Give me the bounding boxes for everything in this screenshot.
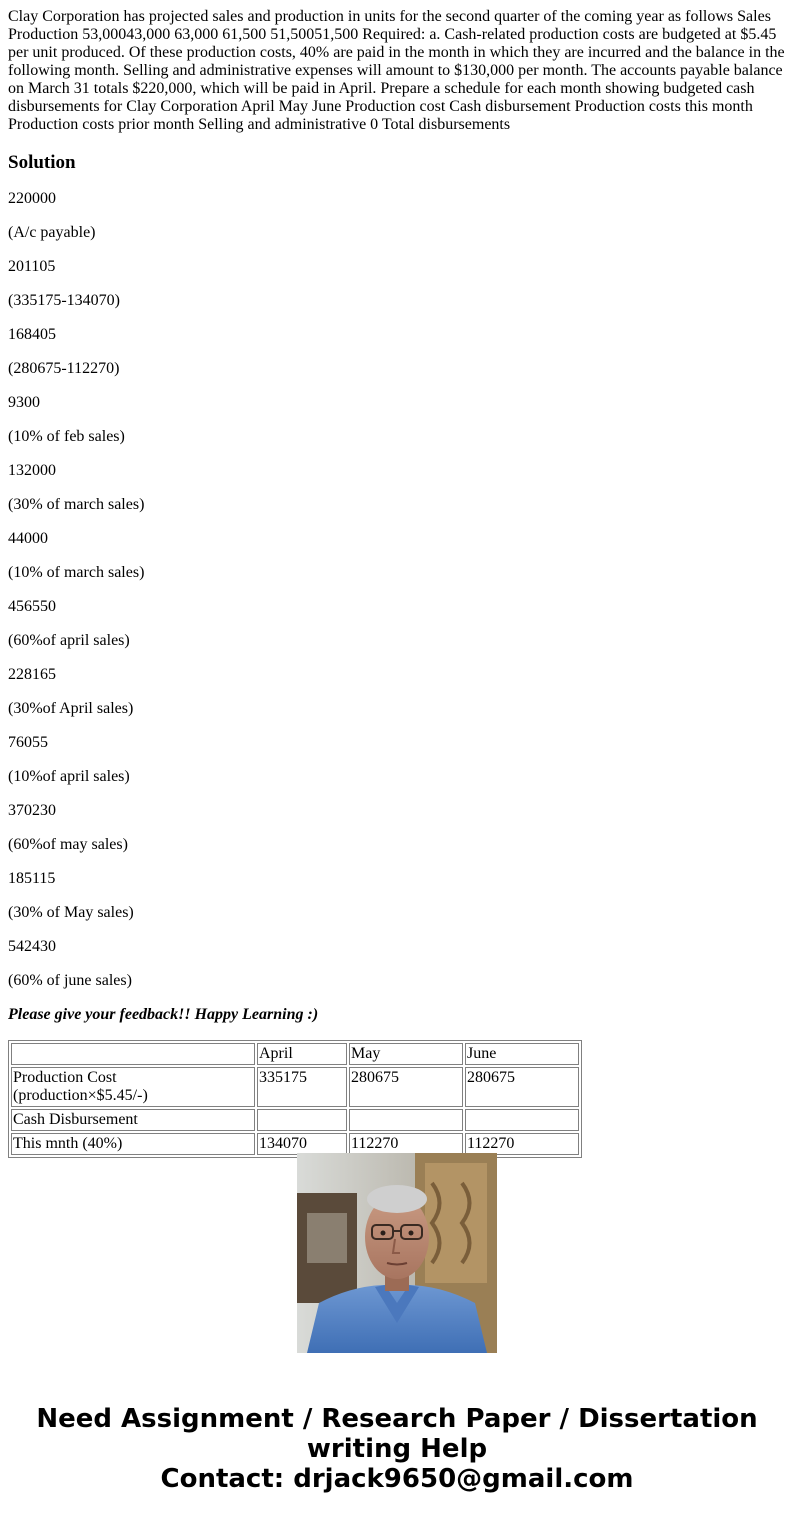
table-cell: June [465, 1043, 579, 1065]
solution-line: (10% of feb sales) [8, 428, 125, 445]
solution-line: (280675-112270) [8, 360, 120, 377]
solution-line: 9300 [8, 394, 40, 411]
table-cell: 280675 [465, 1067, 579, 1107]
disbursement-table [8, 1040, 582, 1158]
table-cell: 112270 [349, 1133, 463, 1155]
solution-line: 168405 [8, 326, 56, 343]
promo-banner [0, 1404, 794, 1494]
table-cell [349, 1109, 463, 1131]
solution-line: 228165 [8, 666, 56, 683]
solution-line: 132000 [8, 462, 56, 479]
solution-line: 370230 [8, 802, 56, 819]
table-row [11, 1109, 579, 1131]
table-cell: April [257, 1043, 347, 1065]
solution-line: 201105 [8, 258, 56, 275]
promo-line: Need Assignment / Research Paper / Dissertation writing Help [36, 1404, 758, 1464]
solution-heading: Solution [8, 152, 76, 173]
solution-line: (60%of april sales) [8, 632, 130, 649]
solution-line: (30% of march sales) [8, 496, 145, 513]
table-cell: 335175 [257, 1067, 347, 1107]
solution-line: 44000 [8, 530, 48, 547]
solution-line: (10% of march sales) [8, 564, 145, 581]
person-portrait-image [297, 1153, 497, 1353]
solution-line: (60% of june sales) [8, 972, 132, 989]
table-row [11, 1067, 579, 1107]
solution-line: 185115 [8, 870, 56, 887]
solution-lines [0, 190, 794, 990]
solution-line: 456550 [8, 598, 56, 615]
table-cell: Cash Disbursement [11, 1109, 255, 1131]
table-cell: 112270 [465, 1133, 579, 1155]
table-cell: Production Cost (production×$5.45/-) [11, 1067, 255, 1107]
feedback-text: Please give your feedback!! Happy Learning :) [8, 1006, 319, 1023]
solution-line: (335175-134070) [8, 292, 120, 309]
table-row [11, 1043, 579, 1065]
table-cell: This mnth (40%) [11, 1133, 255, 1155]
table-cell [11, 1043, 255, 1065]
solution-line: 542430 [8, 938, 56, 955]
solution-line: 220000 [8, 190, 56, 207]
table-cell: 280675 [349, 1067, 463, 1107]
solution-line: (A/c payable) [8, 224, 96, 241]
table-row [11, 1133, 579, 1155]
solution-line: (10%of april sales) [8, 768, 130, 785]
table-cell: 134070 [257, 1133, 347, 1155]
question-text: Clay Corporation has projected sales and production in units for the second quarter of the coming year as follows Sales Production 53,00043,000 63,000 61,500 51,50051,500 Required: a. Cash-related production costs are budgeted at $5.45 per unit produced. Of these production costs, 40% are paid in the month in which they are incurred and the balance in the following month. Selling and administrative expenses will amount to $130,000 per month. The accounts payable balance on March 31 totals $220,000, which will be paid in April. Prepare a schedule for each month showing budgeted cash disbursements for Clay Corporation April May June Production cost Cash disbursement Production costs this month Production costs prior month Selling and administrative 0 Total disbursements [8, 8, 785, 133]
solution-line: 76055 [8, 734, 48, 751]
table-cell [465, 1109, 579, 1131]
solution-line: (60%of may sales) [8, 836, 128, 853]
solution-line: (30% of May sales) [8, 904, 134, 921]
solution-line: (30%of April sales) [8, 700, 134, 717]
table-cell: May [349, 1043, 463, 1065]
table-cell [257, 1109, 347, 1131]
author-photo [297, 1153, 497, 1353]
contact-line: Contact: drjack9650@gmail.com [160, 1464, 634, 1494]
